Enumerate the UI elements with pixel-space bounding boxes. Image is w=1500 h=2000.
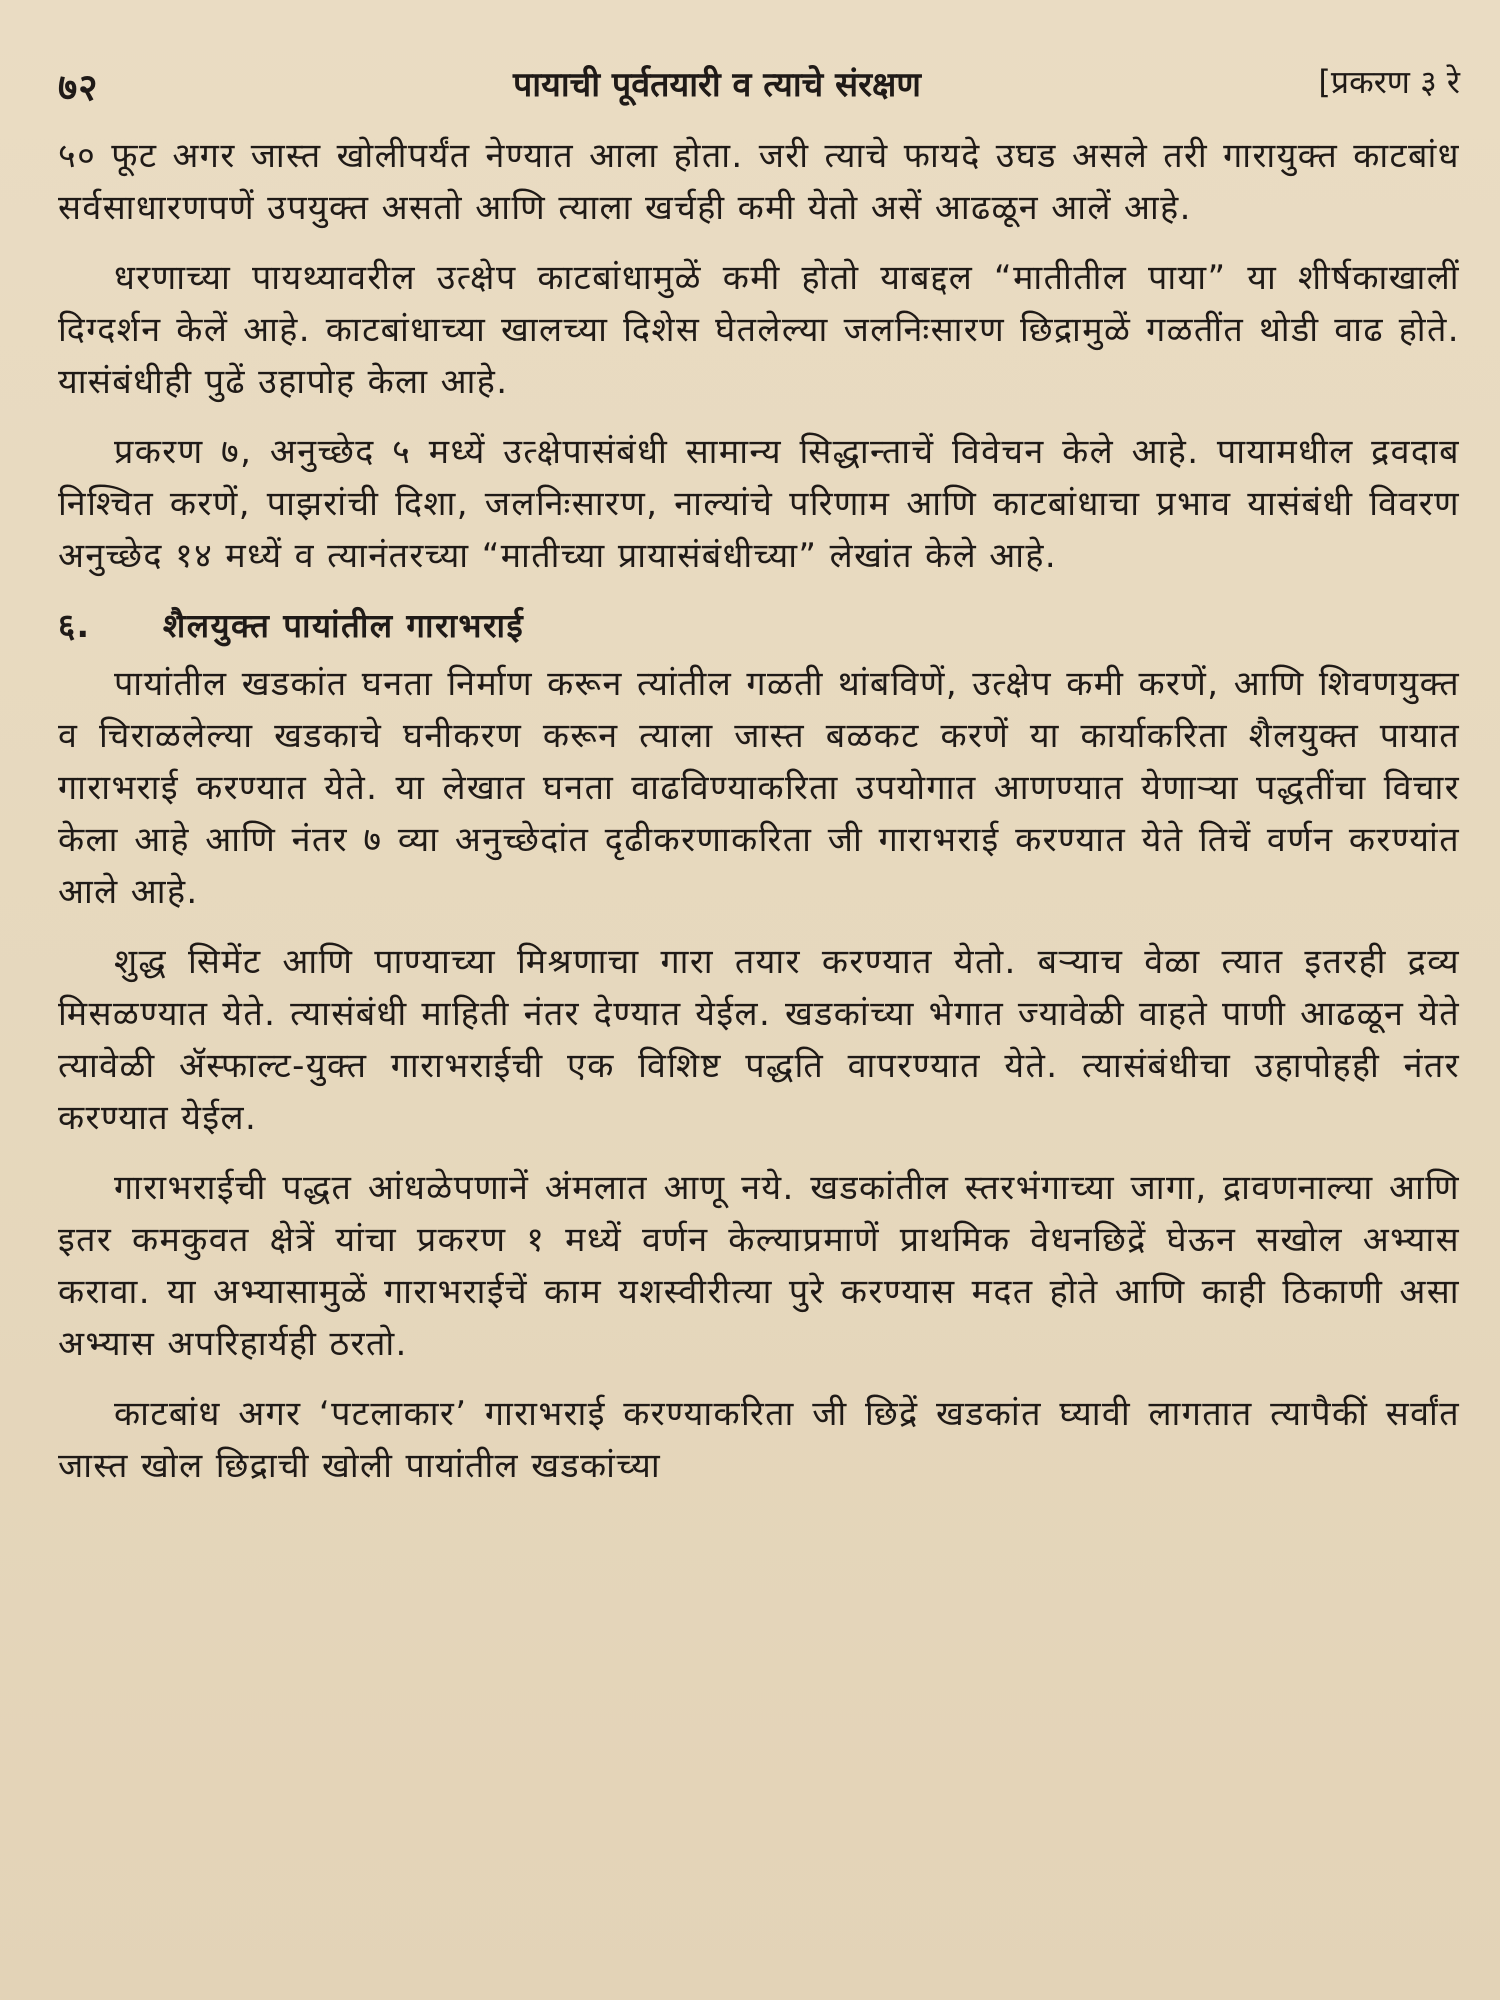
paragraph-3: प्रकरण ७, अनुच्छेद ५ मध्यें उत्क्षेपासंबंधी सामान्य सिद्धान्ताचें विवेचन केले आहे. पायामधील द्रवदाब निश्चित करणें, पाझरांची दिशा, जलनिःसारण, नाल्यांचे परिणाम आणि काटबांधाचा प्रभाव यासंबंधी विवरण अनुच्छेद १४ मध्यें व त्यानंतरच्या “मातीच्या प्रायासंबंधीच्या” लेखांत केले आहे. [58, 432, 1460, 576]
paragraph-1: ५० फूट अगर जास्त खोलीपर्यंत नेण्यात आला होता. जरी त्याचे फायदे उघड असले तरी गारायुक्त काटबांध सर्वसाधारणपणें उपयुक्त असतो आणि त्याला खर्चही कमी येतो असें आढळून आलें आहे. [58, 136, 1460, 228]
running-title: पायाची पूर्वतयारी व त्याचे संरक्षण [513, 65, 921, 105]
paragraph-7: काटबांध अगर ‘पटलाकार’ गाराभराई करण्याकरिता जी छिद्रें खडकांत घ्यावी लागतात त्यापैकीं सर्वांत जास्त खोल छिद्राची खोली पायांतील खडकांच्या [58, 1394, 1460, 1486]
chapter-reference: [प्रकरण ३ रे [1318, 63, 1460, 101]
paragraph-4: पायांतील खडकांत घनता निर्माण करून त्यांतील गळती थांबविणें, उत्क्षेप कमी करणें, आणि शिवणयुक्त व चिराळलेल्या खडकाचे घनीकरण करून त्याला जास्त बळकट करणें या कार्याकरिता शैलयुक्त पायात गाराभराई करण्यात येते. या लेखात घनता वाढविण्याकरिता उपयोगात आणण्यात येणाऱ्या पद्धतींचा विचार केला आहे आणि नंतर ७ व्या अनुच्छेदांत दृढीकरणाकरिता जी गाराभराई करण्यात येते तिचें वर्णन करण्यांत आले आहे. [58, 664, 1460, 912]
section-heading [58, 600, 1460, 652]
section-number: ६. [58, 606, 91, 645]
paragraph-2: धरणाच्या पायथ्यावरील उत्क्षेप काटबांधामुळें कमी होतो याबद्दल “मातीतील पाया” या शीर्षकाखालीं दिग्दर्शन केलें आहे. काटबांधाच्या खालच्या दिशेस घेतलेल्या जलनिःसारण छिद्रामुळें गळतींत थोडी वाढ होते. यासंबंधीही पुढें उहापोह केला आहे. [58, 258, 1460, 402]
body-text [58, 130, 1460, 1492]
section-title: शैलयुक्त पायांतील गाराभराई [162, 606, 525, 645]
paragraph-6: गाराभराईची पद्धत आंधळेपणानें अंमलात आणू नये. खडकांतील स्तरभंगाच्या जागा, द्रावणनाल्या आणि इतर कमकुवत क्षेत्रें यांचा प्रकरण १ मध्यें वर्णन केल्याप्रमाणें प्राथमिक वेधनछिद्रें घेऊन सखोल अभ्यास करावा. या अभ्यासामुळें गाराभराईचें काम यशस्वीरीत्या पुरे करण्यास मदत होते आणि काही ठिकाणी असा अभ्यास अपरिहार्यही ठरतो. [58, 1168, 1460, 1364]
paragraph-5: शुद्ध सिमेंट आणि पाण्याच्या मिश्रणाचा गारा तयार करण्यात येतो. बऱ्याच वेळा त्यात इतरही द्रव्य मिसळण्यात येते. त्यासंबंधी माहिती नंतर देण्यात येईल. खडकांच्या भेगात ज्यावेळी वाहते पाणी आढळून येते त्यावेळी ॲस्फाल्ट-युक्त गाराभराईची एक विशिष्ट पद्धति वापरण्यात येते. त्यासंबंधीचा उहापोहही नंतर करण्यात येईल. [58, 942, 1460, 1138]
page-header [58, 48, 1460, 108]
page-number: ७२ [58, 66, 99, 109]
